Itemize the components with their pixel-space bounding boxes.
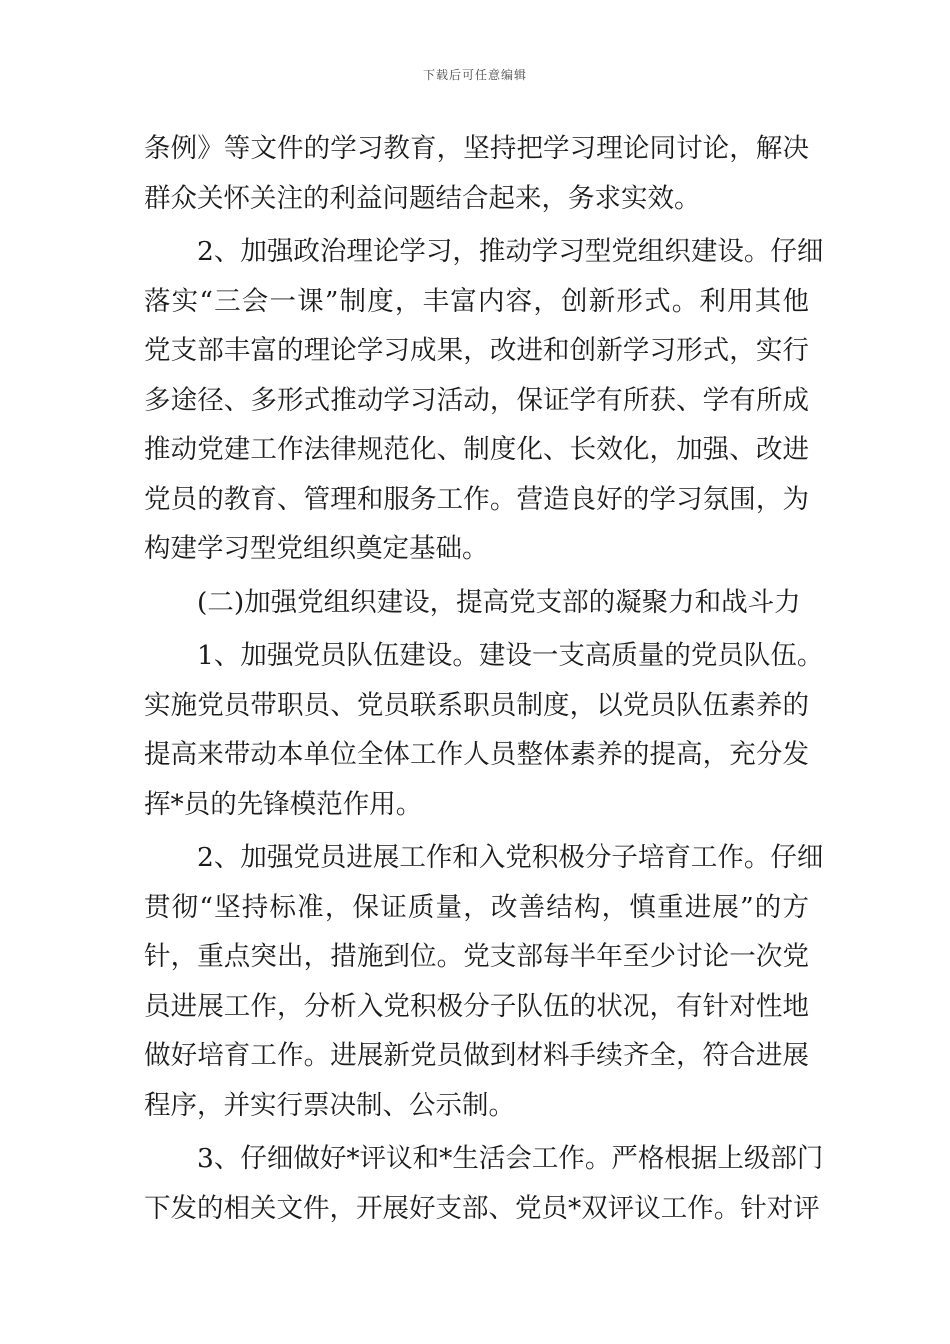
text-line: 推动党建工作法律规范化、制度化、长效化，加强、改进 — [144, 434, 809, 465]
text-line: 3、仔细做好*评议和*生活会工作。严格根据上级部门 — [197, 1143, 824, 1174]
text-line: 条例》等文件的学习教育，坚持把学习理论同讨论，解决 — [144, 133, 809, 164]
text-line: 多途径、多形式推动学习活动，保证学有所获、学有所成 — [144, 384, 809, 416]
text-line: 党支部丰富的理论学习成果，改进和创新学习形式，实行 — [144, 335, 809, 366]
text-line: 群众关怀关注的利益问题结合起来，务求实效。 — [144, 182, 701, 214]
text-line: 2、加强党员进展工作和入党积极分子培育工作。仔细 — [197, 842, 824, 873]
text-line: 1、加强党员队伍建设。建设一支高质量的党员队伍。 — [197, 640, 824, 671]
header-note: 下载后可任意编辑 — [422, 68, 527, 82]
text-line: 程序，并实行票决制、公示制。 — [144, 1089, 515, 1121]
text-line: 挥*员的先锋模范作用。 — [144, 788, 423, 820]
text-line: 党员的教育、管理和服务工作。营造良好的学习氛围，为 — [144, 483, 809, 515]
text-line: 员进展工作，分析入党积极分子队伍的状况，有针对性地 — [144, 990, 809, 1022]
text-line: 实施党员带职员、党员联系职员制度，以党员队伍素养的 — [144, 689, 809, 721]
section-heading: (二)加强党组织建设，提高党支部的凝聚力和战斗力 — [197, 586, 801, 618]
text-line: 做好培育工作。进展新党员做到材料手续齐全，符合进展 — [144, 1040, 809, 1071]
text-line: 落实“三会一课”制度，丰富内容，创新形式。利用其他 — [144, 285, 809, 317]
text-line: 2、加强政治理论学习，推动学习型党组织建设。仔细 — [197, 236, 824, 267]
document-body — [144, 124, 824, 1233]
text-line: 针，重点突出，措施到位。党支部每半年至少讨论一次党 — [144, 941, 809, 972]
text-line: 贯彻“坚持标准，保证质量，改善结构，慎重进展”的方 — [144, 891, 809, 923]
text-line: 提高来带动本单位全体工作人员整体素养的提高，充分发 — [144, 739, 809, 770]
text-line: 构建学习型党组织奠定基础。 — [144, 533, 489, 564]
text-line: 下发的相关文件，开展好支部、党员*双评议工作。针对评 — [144, 1192, 820, 1224]
